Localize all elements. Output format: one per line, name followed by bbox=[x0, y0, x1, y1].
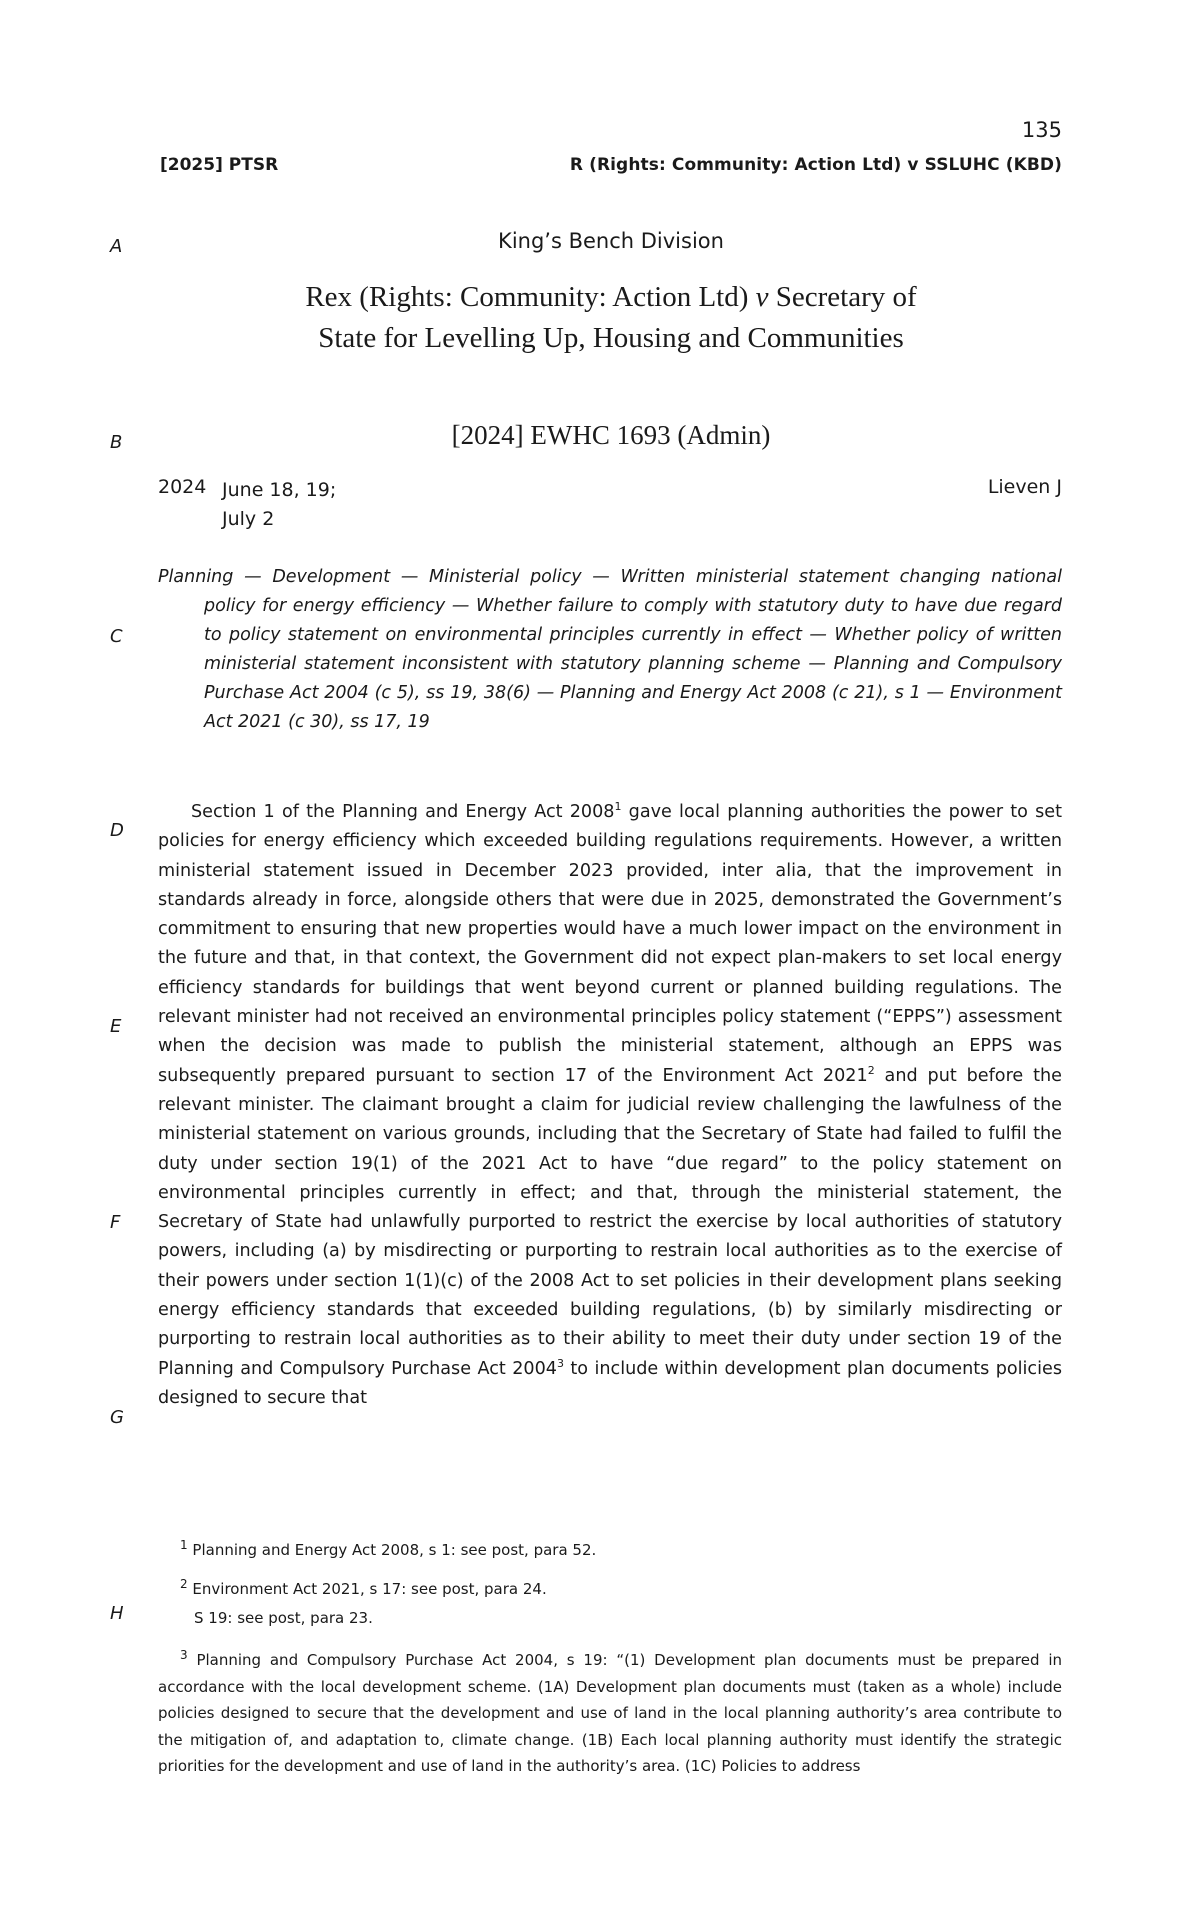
margin-letter-b: B bbox=[110, 432, 123, 453]
margin-letter-a: A bbox=[110, 236, 123, 257]
headnote-part1: Section 1 of the Planning and Energy Act 2008 bbox=[191, 802, 615, 822]
footnote-ref-1: 1 bbox=[614, 800, 622, 814]
footnote-1-mark: 1 bbox=[180, 1538, 188, 1552]
margin-letter-c: C bbox=[110, 626, 123, 647]
margin-letter-h: H bbox=[110, 1603, 124, 1624]
running-head-case: R (Rights: Community: Action Ltd) v SSLUHC (KBD) bbox=[569, 155, 1062, 175]
footnote-ref-3: 3 bbox=[556, 1356, 564, 1370]
headnote-part3: and put before the relevant minister. The claimant brought a claim for judicial review challenging the lawfulness of the ministerial statement on various grounds, including that the Secretary of State had failed to fulfil the duty under section 19(1) of the 2021 Act to have “due regard” to the policy statement on environmental principles currently in effect; and that, through the ministerial statement, the Secretary of State had unlawfully purported to restrict the exercise by local authorities of statutory powers, including (a) by misdirecting or purporting to restrain local authorities as to the exercise of their powers under section 1(1)(c) of the 2008 Act to set policies in their development plans seeking energy efficiency standards that exceeded building regulations, (b) by similarly misdirecting or purporting to restrain local authorities as to their ability to meet their duty under section 19 of the Planning and Compulsory Purchase Act 2004 bbox=[158, 1065, 1062, 1379]
page-number: 135 bbox=[1021, 118, 1062, 142]
hearing-dates-line1: June 18, 19; bbox=[222, 479, 337, 501]
footnote-1-text: Planning and Energy Act 2008, s 1: see post, para 52. bbox=[187, 1541, 597, 1559]
margin-letter-f: F bbox=[110, 1212, 121, 1233]
footnote-2 bbox=[180, 1577, 547, 1598]
footnote-2-mark: 2 bbox=[180, 1577, 188, 1591]
margin-letter-e: E bbox=[110, 1016, 122, 1037]
case-title-versus: v bbox=[755, 281, 769, 313]
case-title-part1: Rex (Rights: Community: Action Ltd) bbox=[305, 281, 756, 313]
running-head-report: [2025] PTSR bbox=[160, 155, 279, 175]
neutral-citation: [2024] EWHC 1693 (Admin) bbox=[451, 420, 771, 450]
headnote-part4: to include within development plan documents policies designed to secure that bbox=[158, 1358, 1062, 1408]
hearing-dates bbox=[222, 476, 336, 534]
footnote-3-mark: 3 bbox=[180, 1648, 188, 1662]
footnote-ref-2: 2 bbox=[867, 1063, 875, 1077]
footnote-3 bbox=[158, 1647, 1062, 1780]
headnote-paragraph bbox=[158, 798, 1062, 1413]
margin-letter-g: G bbox=[110, 1407, 124, 1428]
case-title-part2: Secretary of bbox=[768, 281, 917, 313]
judge-name: Lieven J bbox=[987, 476, 1062, 498]
case-title-line2: State for Levelling Up, Housing and Communities bbox=[318, 322, 904, 354]
footnote-3-text: Planning and Compulsory Purchase Act 2004, s 19: “(1) Development plan documents must be prepared in accordance with the local development scheme. (1A) Development plan documents must (taken as a whole) include policies designed to secure that the development and use of land in the local planning authority’s area contribute to the mitigation of, and adaptation to, climate change. (1B) Each local planning authority must identify the strategic priorities for the development and use of land in the authority’s area. (1C) Policies to address bbox=[158, 1651, 1062, 1775]
court-name: King’s Bench Division bbox=[498, 229, 724, 253]
footnote-1 bbox=[180, 1538, 597, 1559]
margin-letter-d: D bbox=[110, 820, 124, 841]
catchwords bbox=[158, 563, 1062, 737]
footnote-2-continued: S 19: see post, para 23. bbox=[194, 1609, 373, 1627]
hearing-year: 2024 bbox=[158, 476, 207, 498]
hearing-dates-line2: July 2 bbox=[222, 508, 275, 530]
headnote-part2: gave local planning authorities the power to set policies for energy efficiency which exceeded building regulations requirements. However, a written ministerial statement issued in December 2023 provided, inter alia, that the improvement in standards already in force, alongside others that were due in 2025, demonstrated the Government’s commitment to ensuring that new properties would have a much lower impact on the environment in the future and that, in that context, the Government did not expect plan-makers to set local energy efficiency standards for buildings that went beyond current or planned building regulations. The relevant minister had not received an environmental principles policy statement (“EPPS”) assessment when the decision was made to publish the ministerial statement, although an EPPS was subsequently prepared pursuant to section 17 of the Environment Act 2021 bbox=[158, 802, 1062, 1086]
catchwords-text: Planning — Development — Ministerial policy — Written ministerial statement changing national policy for energy efficiency — Whether failure to comply with statutory duty to have due regard to policy statement on environmental principles currently in effect — Whether policy of written ministerial statement inconsistent with statutory planning scheme — Planning and Compulsory Purchase Act 2004 (c 5), ss 19, 38(6) — Planning and Energy Act 2008 (c 21), s 1 — Environment Act 2021 (c 30), ss 17, 19 bbox=[158, 567, 1062, 732]
footnote-2-text: Environment Act 2021, s 17: see post, para 24. bbox=[187, 1580, 547, 1598]
case-title bbox=[160, 277, 1062, 359]
